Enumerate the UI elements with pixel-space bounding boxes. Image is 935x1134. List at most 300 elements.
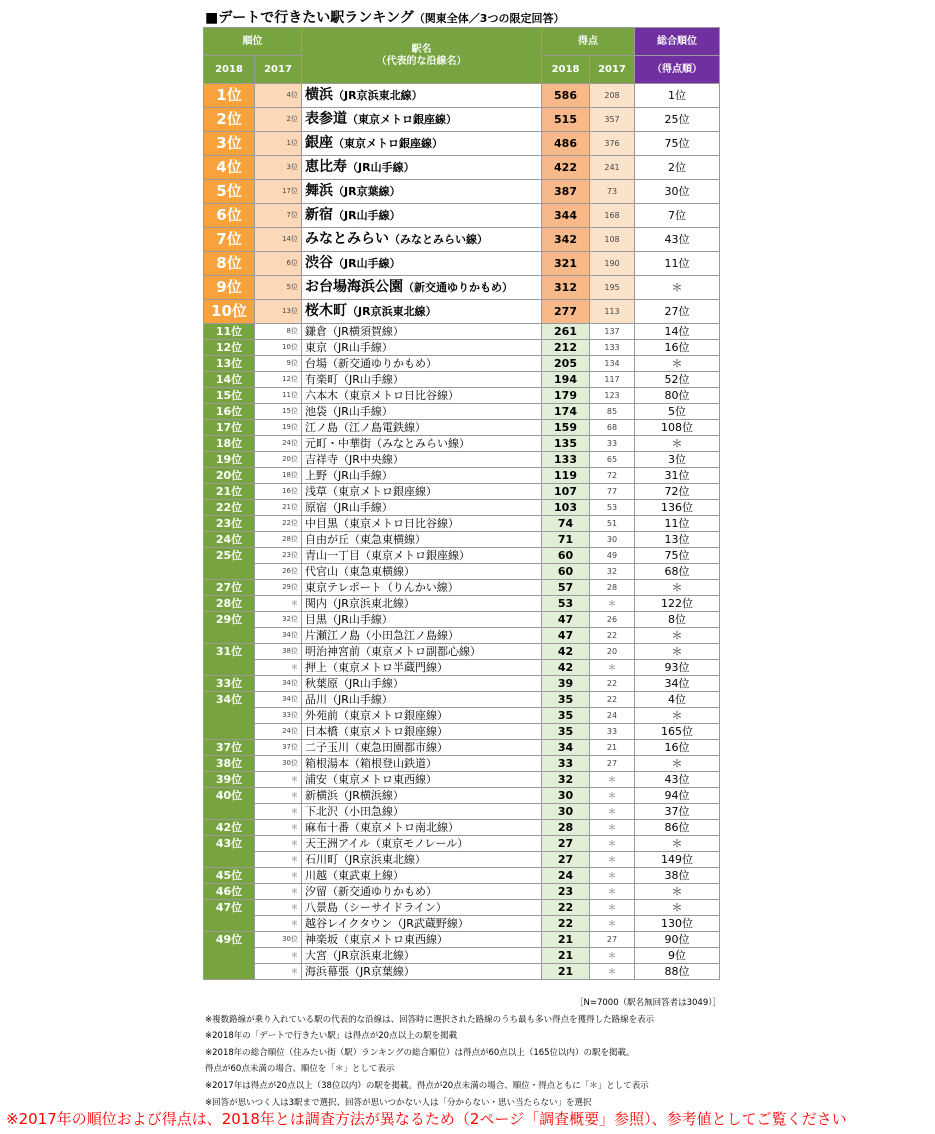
rank-2017: 18位 bbox=[255, 468, 302, 484]
line: （JR山手線） bbox=[333, 209, 401, 222]
rank-2018: 10位 bbox=[204, 300, 255, 324]
station: 元町・中華街（みなとみらい線） bbox=[305, 437, 470, 450]
rank-2018: 1位 bbox=[204, 84, 255, 108]
line: （新交通ゆりかもめ） bbox=[403, 281, 513, 294]
station: 川越（東武東上線） bbox=[305, 869, 404, 882]
line: （東京メトロ銀座線） bbox=[333, 137, 443, 150]
score-2017: 33 bbox=[590, 436, 635, 452]
station-name bbox=[302, 340, 542, 356]
rank-2018: 24位 bbox=[204, 532, 255, 548]
score-2017: 108 bbox=[590, 228, 635, 252]
station: 品川（JR山手線） bbox=[305, 693, 393, 706]
rank-2017: 14位 bbox=[255, 228, 302, 252]
note-line: ※複数路線が乗り入れている駅の代表的な沿線は、回答時に選択された路線のうち最も多い得点を獲得した路線を表示 bbox=[205, 1014, 655, 1025]
table-row bbox=[204, 468, 720, 484]
rank-2018: 29位 bbox=[204, 612, 255, 644]
table-row bbox=[204, 836, 720, 852]
station-name bbox=[302, 708, 542, 724]
table-row bbox=[204, 916, 720, 932]
score-2017: 51 bbox=[590, 516, 635, 532]
table-row bbox=[204, 564, 720, 580]
rank-2018: 43位 bbox=[204, 836, 255, 868]
rank-2017: 37位 bbox=[255, 740, 302, 756]
station-name bbox=[302, 228, 542, 252]
score-2017: 85 bbox=[590, 404, 635, 420]
page-title bbox=[205, 7, 564, 27]
score-2017: 26 bbox=[590, 612, 635, 628]
score-2017: 24 bbox=[590, 708, 635, 724]
title-sub: （関東全体／3つの限定回答） bbox=[413, 12, 565, 25]
table-row bbox=[204, 580, 720, 596]
header-overall-sub: （得点順） bbox=[635, 56, 720, 84]
rank-2018: 28位 bbox=[204, 596, 255, 612]
score-2018: 174 bbox=[542, 404, 590, 420]
station: 中目黒（東京メトロ日比谷線） bbox=[305, 517, 459, 530]
score-2017: 20 bbox=[590, 644, 635, 660]
station-name bbox=[302, 756, 542, 772]
rank-2017: 26位 bbox=[255, 564, 302, 580]
station-name bbox=[302, 676, 542, 692]
station: 六本木（東京メトロ日比谷線） bbox=[305, 389, 459, 402]
rank-2017: 22位 bbox=[255, 516, 302, 532]
rank-2017: 34位 bbox=[255, 676, 302, 692]
station: みなとみらい bbox=[305, 231, 389, 247]
table-row bbox=[204, 932, 720, 948]
rank-2018: 5位 bbox=[204, 180, 255, 204]
overall-rank: 11位 bbox=[635, 516, 720, 532]
score-2017: 33 bbox=[590, 724, 635, 740]
rank-2017: 24位 bbox=[255, 436, 302, 452]
note-line: ※2018年の総合順位（住みたい街（駅）ランキングの総合順位）は得点が60点以上（165位以内）の駅を掲載。 bbox=[205, 1047, 635, 1058]
ranking-body bbox=[204, 84, 720, 980]
header-score-2018: 2018 bbox=[542, 56, 590, 84]
table-row bbox=[204, 644, 720, 660]
rank-2018: 39位 bbox=[204, 772, 255, 788]
station-name bbox=[302, 252, 542, 276]
table-row bbox=[204, 724, 720, 740]
overall-rank: 31位 bbox=[635, 468, 720, 484]
rank-2018: 42位 bbox=[204, 820, 255, 836]
line: （東京メトロ銀座線） bbox=[347, 113, 457, 126]
rank-2018: 8位 bbox=[204, 252, 255, 276]
overall-rank: 88位 bbox=[635, 964, 720, 980]
header-overall: 総合順位 bbox=[635, 28, 720, 56]
table-row bbox=[204, 532, 720, 548]
table-row bbox=[204, 180, 720, 204]
score-2018: 27 bbox=[542, 852, 590, 868]
station-name bbox=[302, 852, 542, 868]
score-2018: 107 bbox=[542, 484, 590, 500]
score-2018: 179 bbox=[542, 388, 590, 404]
rank-2018: 40位 bbox=[204, 788, 255, 820]
title-main: ■デートで行きたい駅ランキング bbox=[205, 10, 414, 26]
station-name bbox=[302, 420, 542, 436]
rank-2017: 34位 bbox=[255, 692, 302, 708]
overall-rank: 38位 bbox=[635, 868, 720, 884]
rank-2018: 22位 bbox=[204, 500, 255, 516]
overall-rank: 25位 bbox=[635, 108, 720, 132]
station: 上野（JR山手線） bbox=[305, 469, 393, 482]
rank-2018: 6位 bbox=[204, 204, 255, 228]
station: 表参道 bbox=[305, 111, 347, 127]
station: 関内（JR京浜東北線） bbox=[305, 597, 415, 610]
rank-2017: 3位 bbox=[255, 156, 302, 180]
score-2018: 515 bbox=[542, 108, 590, 132]
table-row bbox=[204, 436, 720, 452]
score-2018: 28 bbox=[542, 820, 590, 836]
score-2017: 113 bbox=[590, 300, 635, 324]
score-2018: 32 bbox=[542, 772, 590, 788]
notes bbox=[205, 995, 721, 1111]
overall-rank: 13位 bbox=[635, 532, 720, 548]
rank-2017: 19位 bbox=[255, 420, 302, 436]
overall-rank: ＊ bbox=[635, 628, 720, 644]
table-row bbox=[204, 132, 720, 156]
rank-2017: 21位 bbox=[255, 500, 302, 516]
station-name bbox=[302, 788, 542, 804]
score-2017: ＊ bbox=[590, 804, 635, 820]
station-name bbox=[302, 532, 542, 548]
overall-rank: ＊ bbox=[635, 884, 720, 900]
station: 原宿（JR山手線） bbox=[305, 501, 393, 514]
score-2017: 22 bbox=[590, 692, 635, 708]
rank-2017: 9位 bbox=[255, 356, 302, 372]
score-2018: 35 bbox=[542, 724, 590, 740]
score-2018: 486 bbox=[542, 132, 590, 156]
rank-2018: 37位 bbox=[204, 740, 255, 756]
rank-2018: 9位 bbox=[204, 276, 255, 300]
station: 新宿 bbox=[305, 207, 333, 223]
rank-2017: 10位 bbox=[255, 340, 302, 356]
score-2017: ＊ bbox=[590, 660, 635, 676]
station-name bbox=[302, 84, 542, 108]
score-2018: 212 bbox=[542, 340, 590, 356]
station: 池袋（JR山手線） bbox=[305, 405, 393, 418]
station-name bbox=[302, 452, 542, 468]
overall-rank: 72位 bbox=[635, 484, 720, 500]
score-2018: 194 bbox=[542, 372, 590, 388]
station: 浦安（東京メトロ東西線） bbox=[305, 773, 437, 786]
score-2018: 22 bbox=[542, 900, 590, 916]
table-row bbox=[204, 84, 720, 108]
line: （みなとみらい線） bbox=[389, 233, 488, 246]
station: 二子玉川（東急田園都市線） bbox=[305, 741, 448, 754]
score-2017: 72 bbox=[590, 468, 635, 484]
table-row bbox=[204, 788, 720, 804]
table-row bbox=[204, 772, 720, 788]
station-name bbox=[302, 612, 542, 628]
table-row bbox=[204, 660, 720, 676]
score-2017: 190 bbox=[590, 252, 635, 276]
footer-warning: ※2017年の順位および得点は、2018年とは調査方法が異なるため（2ページ「調査概要」参照）、参考値としてご覧ください bbox=[6, 1110, 847, 1128]
score-2017: 241 bbox=[590, 156, 635, 180]
station: 台場（新交通ゆりかもめ） bbox=[305, 357, 437, 370]
score-2018: 422 bbox=[542, 156, 590, 180]
station: 自由が丘（東急東横線） bbox=[305, 533, 426, 546]
score-2018: 47 bbox=[542, 612, 590, 628]
station: 江ノ島（江ノ島電鉄線） bbox=[305, 421, 426, 434]
overall-rank: 16位 bbox=[635, 740, 720, 756]
station-name bbox=[302, 900, 542, 916]
rank-2018: 4位 bbox=[204, 156, 255, 180]
station-name bbox=[302, 132, 542, 156]
station: 目黒（JR山手線） bbox=[305, 613, 393, 626]
score-2017: 195 bbox=[590, 276, 635, 300]
table-row bbox=[204, 340, 720, 356]
score-2018: 30 bbox=[542, 788, 590, 804]
station: 八景島（シーサイドライン） bbox=[305, 901, 447, 914]
score-2018: 53 bbox=[542, 596, 590, 612]
header-score: 得点 bbox=[542, 28, 635, 56]
score-2018: 21 bbox=[542, 948, 590, 964]
score-2017: ＊ bbox=[590, 836, 635, 852]
score-2017: 68 bbox=[590, 420, 635, 436]
table-row bbox=[204, 276, 720, 300]
station: 下北沢（小田急線） bbox=[305, 805, 404, 818]
rank-2018: 12位 bbox=[204, 340, 255, 356]
score-2018: 34 bbox=[542, 740, 590, 756]
table-row bbox=[204, 948, 720, 964]
station-name bbox=[302, 628, 542, 644]
station: 新横浜（JR横浜線） bbox=[305, 789, 404, 802]
rank-2018: 38位 bbox=[204, 756, 255, 772]
overall-rank: ＊ bbox=[635, 436, 720, 452]
table-row bbox=[204, 692, 720, 708]
table-row bbox=[204, 388, 720, 404]
score-2017: 65 bbox=[590, 452, 635, 468]
rank-2017: 13位 bbox=[255, 300, 302, 324]
header-station-sub: （代表的な沿線名） bbox=[376, 55, 467, 67]
header-rank: 順位 bbox=[204, 28, 302, 56]
overall-rank: 9位 bbox=[635, 948, 720, 964]
station: 石川町（JR京浜東北線） bbox=[305, 853, 426, 866]
score-2018: 312 bbox=[542, 276, 590, 300]
station: 明治神宮前（東京メトロ副都心線） bbox=[305, 645, 481, 658]
score-2018: 23 bbox=[542, 884, 590, 900]
rank-2017: 20位 bbox=[255, 452, 302, 468]
rank-2017: 2位 bbox=[255, 108, 302, 132]
overall-rank: 52位 bbox=[635, 372, 720, 388]
overall-rank: ＊ bbox=[635, 644, 720, 660]
station: 海浜幕張（JR京葉線） bbox=[305, 965, 415, 978]
station: お台場海浜公園 bbox=[305, 279, 403, 295]
table-row bbox=[204, 900, 720, 916]
score-2018: 387 bbox=[542, 180, 590, 204]
station-name bbox=[302, 388, 542, 404]
rank-2018: 7位 bbox=[204, 228, 255, 252]
rank-2017: 24位 bbox=[255, 724, 302, 740]
table-row bbox=[204, 252, 720, 276]
score-2017: ＊ bbox=[590, 596, 635, 612]
station-name bbox=[302, 916, 542, 932]
score-2017: 77 bbox=[590, 484, 635, 500]
station-name bbox=[302, 660, 542, 676]
score-2018: 21 bbox=[542, 964, 590, 980]
station-name bbox=[302, 564, 542, 580]
sample-size-note: ［N=7000（駅名無回答者は3049）］ bbox=[575, 998, 721, 1008]
overall-rank: 68位 bbox=[635, 564, 720, 580]
station-name bbox=[302, 740, 542, 756]
header-station-label: 駅名 bbox=[411, 43, 432, 55]
rank-2017: 6位 bbox=[255, 252, 302, 276]
rank-2018: 19位 bbox=[204, 452, 255, 468]
table-row bbox=[204, 548, 720, 564]
rank-2017: ＊ bbox=[255, 772, 302, 788]
score-2017: ＊ bbox=[590, 772, 635, 788]
score-2018: 205 bbox=[542, 356, 590, 372]
overall-rank: 90位 bbox=[635, 932, 720, 948]
station: 舞浜 bbox=[305, 183, 333, 199]
header-station bbox=[302, 28, 542, 84]
station: 桜木町 bbox=[305, 303, 347, 319]
score-2017: 376 bbox=[590, 132, 635, 156]
score-2018: 47 bbox=[542, 628, 590, 644]
score-2017: ＊ bbox=[590, 820, 635, 836]
station-name bbox=[302, 156, 542, 180]
table-row bbox=[204, 852, 720, 868]
overall-rank: ＊ bbox=[635, 708, 720, 724]
score-2018: 39 bbox=[542, 676, 590, 692]
score-2017: 117 bbox=[590, 372, 635, 388]
rank-2017: 16位 bbox=[255, 484, 302, 500]
score-2017: 168 bbox=[590, 204, 635, 228]
station-name bbox=[302, 644, 542, 660]
rank-2018: 49位 bbox=[204, 932, 255, 980]
score-2017: 137 bbox=[590, 324, 635, 340]
station: 押上（東京メトロ半蔵門線） bbox=[305, 661, 448, 674]
score-2017: 134 bbox=[590, 356, 635, 372]
score-2018: 21 bbox=[542, 932, 590, 948]
table-row bbox=[204, 596, 720, 612]
rank-2017: 28位 bbox=[255, 532, 302, 548]
rank-2017: ＊ bbox=[255, 948, 302, 964]
overall-rank: ＊ bbox=[635, 756, 720, 772]
station: 神楽坂（東京メトロ東西線） bbox=[305, 933, 448, 946]
score-2017: ＊ bbox=[590, 852, 635, 868]
rank-2017: ＊ bbox=[255, 836, 302, 852]
rank-2017: ＊ bbox=[255, 900, 302, 916]
station-name bbox=[302, 548, 542, 564]
table-row bbox=[204, 228, 720, 252]
station-name bbox=[302, 932, 542, 948]
score-2018: 42 bbox=[542, 660, 590, 676]
score-2017: 49 bbox=[590, 548, 635, 564]
table-row bbox=[204, 356, 720, 372]
overall-rank: 4位 bbox=[635, 692, 720, 708]
note-line: ※回答が思いつく人は3駅まで選択、回答が思いつかない人は「分からない・思い当たらない」を選択 bbox=[205, 1097, 592, 1108]
score-2017: ＊ bbox=[590, 964, 635, 980]
table-row bbox=[204, 372, 720, 388]
overall-rank: 136位 bbox=[635, 500, 720, 516]
rank-2018: 11位 bbox=[204, 324, 255, 340]
overall-rank: 34位 bbox=[635, 676, 720, 692]
station-name bbox=[302, 436, 542, 452]
rank-2017: 11位 bbox=[255, 388, 302, 404]
score-2018: 24 bbox=[542, 868, 590, 884]
score-2018: 342 bbox=[542, 228, 590, 252]
overall-rank: 37位 bbox=[635, 804, 720, 820]
score-2018: 42 bbox=[542, 644, 590, 660]
rank-2018: 45位 bbox=[204, 868, 255, 884]
rank-2017: ＊ bbox=[255, 852, 302, 868]
rank-2017: 12位 bbox=[255, 372, 302, 388]
table-row bbox=[204, 516, 720, 532]
line: （JR京浜東北線） bbox=[333, 89, 423, 102]
table-row bbox=[204, 300, 720, 324]
score-2018: 277 bbox=[542, 300, 590, 324]
station: 有楽町（JR山手線） bbox=[305, 373, 404, 386]
station-name bbox=[302, 596, 542, 612]
rank-2018: 14位 bbox=[204, 372, 255, 388]
station-name bbox=[302, 468, 542, 484]
rank-2017: 8位 bbox=[255, 324, 302, 340]
station: 天王洲アイル（東京モノレール） bbox=[305, 837, 469, 850]
station: 代官山（東急東横線） bbox=[305, 565, 415, 578]
table-row bbox=[204, 820, 720, 836]
overall-rank: 2位 bbox=[635, 156, 720, 180]
line: （JR京葉線） bbox=[333, 185, 401, 198]
station-name bbox=[302, 804, 542, 820]
station: 恵比寿 bbox=[305, 159, 347, 175]
score-2018: 60 bbox=[542, 548, 590, 564]
overall-rank: 16位 bbox=[635, 340, 720, 356]
table-row bbox=[204, 156, 720, 180]
rank-2017: 32位 bbox=[255, 612, 302, 628]
overall-rank: 86位 bbox=[635, 820, 720, 836]
rank-2017: ＊ bbox=[255, 596, 302, 612]
score-2018: 30 bbox=[542, 804, 590, 820]
station-name bbox=[302, 868, 542, 884]
score-2018: 321 bbox=[542, 252, 590, 276]
rank-2018: 16位 bbox=[204, 404, 255, 420]
overall-rank: 14位 bbox=[635, 324, 720, 340]
overall-rank: 122位 bbox=[635, 596, 720, 612]
overall-rank: 3位 bbox=[635, 452, 720, 468]
line: （JR山手線） bbox=[347, 161, 415, 174]
station: 麻布十番（東京メトロ南北線） bbox=[305, 821, 459, 834]
table-row bbox=[204, 676, 720, 692]
score-2018: 35 bbox=[542, 708, 590, 724]
rank-2017: ＊ bbox=[255, 804, 302, 820]
rank-2017: 23位 bbox=[255, 548, 302, 564]
score-2018: 119 bbox=[542, 468, 590, 484]
score-2017: 27 bbox=[590, 932, 635, 948]
station-name bbox=[302, 964, 542, 980]
rank-2017: 38位 bbox=[255, 644, 302, 660]
rank-2017: 17位 bbox=[255, 180, 302, 204]
station-name bbox=[302, 692, 542, 708]
score-2018: 33 bbox=[542, 756, 590, 772]
header-score-2017: 2017 bbox=[590, 56, 635, 84]
table-row bbox=[204, 204, 720, 228]
score-2018: 135 bbox=[542, 436, 590, 452]
station-name bbox=[302, 500, 542, 516]
rank-2018: 15位 bbox=[204, 388, 255, 404]
score-2018: 35 bbox=[542, 692, 590, 708]
score-2017: 28 bbox=[590, 580, 635, 596]
overall-rank: 8位 bbox=[635, 612, 720, 628]
overall-rank: 43位 bbox=[635, 228, 720, 252]
overall-rank: 94位 bbox=[635, 788, 720, 804]
score-2018: 103 bbox=[542, 500, 590, 516]
rank-2017: ＊ bbox=[255, 884, 302, 900]
rank-2017: ＊ bbox=[255, 660, 302, 676]
rank-2017: ＊ bbox=[255, 820, 302, 836]
station-name bbox=[302, 324, 542, 340]
overall-rank: 80位 bbox=[635, 388, 720, 404]
rank-2017: 33位 bbox=[255, 708, 302, 724]
score-2017: 21 bbox=[590, 740, 635, 756]
